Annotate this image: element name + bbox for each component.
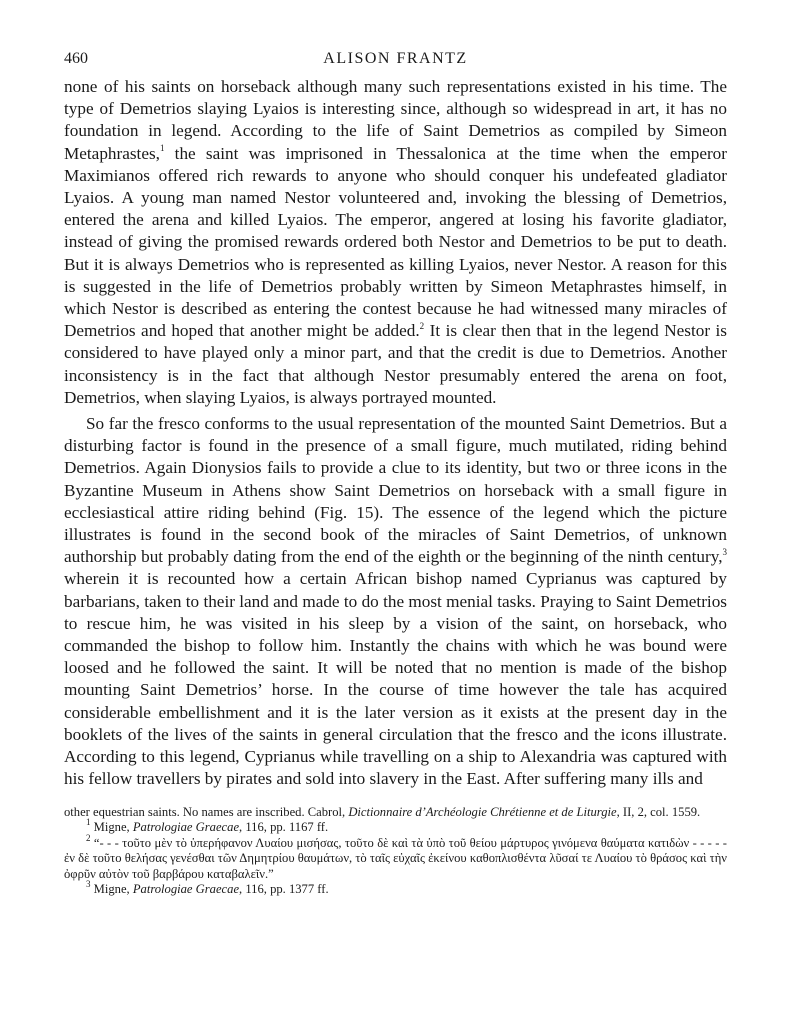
footnote-1-text-b: , 116, pp. 1167 ff. — [239, 820, 329, 835]
footnote-ref-2: 2 — [419, 320, 425, 331]
running-head — [64, 50, 727, 76]
footnote-continuation-title: Dictionnaire d’Archéologie Chrétienne et de Liturgie — [348, 804, 617, 819]
footnote-3 — [64, 879, 727, 898]
footnote-3-number: 3 — [86, 879, 91, 890]
paragraph-2-text-b: wherein it is recounted how a certain African bishop named Cyprianus was captured by barbarians, taken to their land and made to do the most menial tasks. Praying to Saint Demetrios to rescue him, he was visited in his sleep by a vision of the saint, on horseback, who commanded the bishop to follow him. Instantly the chains with which he was bound were loosed and he followed the saint. It will be noted that no mention is made of the bishop mounting Saint Demetrios’ horse. In the course of time however the tale has acquired considerable embellishment and it is the later version as it exists at the present day in the booklets of the lives of the saints in general circulation that the fresco and the icons illustrate. According to this legend, Cyprianus while travelling on a ship to Alexandria was captured with his fellow travellers by pirates and sold into slavery in the East. After suffering many ills and — [64, 569, 727, 789]
footnote-3-title: Patrologiae Graecae — [132, 882, 240, 897]
footnote-1-number: 1 — [86, 816, 91, 827]
footnote-continuation — [64, 805, 727, 821]
footnote-3-text-a: Migne, — [90, 882, 133, 897]
footnote-2-greek-text: “- - - τοῦτο μὲν τὸ ὑπερήφανον Λυαίου μισήσας, τοῦτο δὲ καὶ τὰ ὑπὸ τοῦ θείου μάρτυρος γινόμενα θαύματα κατιδὼν - - - - - ἐν δὲ τοῦτο θελήσας γενέσθαι τῶν Δημητρίου θαυμάτων, τὸ ταῖς εὐχαῖς ἐκείνου καθοπλισθέντα λῦσαί τε Λυαίου τὸ θράσος καὶ τὴν ὀφρῦν αὐτὸν τοῦ βαρβάρου καταβαλεῖν.” — [64, 835, 727, 881]
footnote-1-text-a: Migne, — [90, 820, 133, 835]
running-head-author: ALISON FRANTZ — [323, 50, 468, 67]
paragraph-1-text-b: the saint was imprisoned in Thessalonica at the time when the emperor Maximianos offered rich rewards to anyone who should conquer his undefeated gladiator Lyaios. A young man named Nestor volunteered and, invoking the blessing of Demetrios, entered the arena and killed Lyaios. The emperor, angered at losing his favorite gladiator, instead of giving the promised rewards ordered both Nestor and Demetrios to be put to death. But it is always Demetrios who is represented as killing Lyaios, never Nestor. A reason for this is suggested in the life of Demetrios probably written by Simeon Metaphrastes himself, in which Nestor is described as entering the contest because he had witnessed many miracles of Demetrios and hoped that another might be added. — [64, 143, 727, 341]
paragraph-2 — [64, 413, 727, 790]
footnote-3-text-b: , 116, pp. 1377 ff. — [239, 882, 329, 897]
footnote-2 — [64, 832, 727, 883]
footnote-ref-3: 3 — [722, 546, 727, 557]
footnote-1 — [64, 816, 727, 836]
footnote-continuation-text-b: , II, 2, col. 1559. — [616, 804, 701, 819]
paragraph-1 — [64, 76, 727, 409]
footnotes — [64, 805, 727, 899]
footnote-ref-1: 1 — [159, 142, 165, 153]
paragraph-1-text-a: none of his saints on horseback although many such representations existed in his time. The type of Demetrios slaying Lyaios is interesting since, although so widespread in art, it has no foundation in legend. According to the life of Saint Demetrios as compiled by Simeon Metaphrastes, — [64, 77, 727, 163]
page-number: 460 — [64, 50, 88, 67]
footnote-continuation-text-a: other equestrian saints. No names are inscribed. Cabrol, — [64, 804, 349, 819]
footnote-2-number: 2 — [86, 832, 91, 843]
body-text — [64, 76, 727, 791]
paragraph-2-text-a: So far the fresco conforms to the usual representation of the mounted Saint Demetrios. But a disturbing factor is found in the presence of a small figure, much mutilated, riding behind Demetrios. Again Dionysios fails to provide a clue to its identity, but two or three icons in the Byzantine Museum in Athens show Saint Demetrios on horseback with a small figure in ecclesiastical attire riding behind (Fig. 15). The essence of the legend which the picture illustrates is found in the second book of the miracles of Saint Demetrios, of unknown authorship but probably dating from the end of the eighth or the beginning of the ninth century, — [64, 414, 727, 567]
paragraph-1-text-c: It is clear then that in the legend Nestor is considered to have played only a minor part, and that the credit is due to Demetrios. Another inconsistency is in the fact that although Nestor presumably entered the arena on foot, Demetrios, when slaying Lyaios, is always portrayed mounted. — [64, 321, 727, 407]
page — [64, 50, 727, 898]
footnote-1-title: Patrologiae Graecae — [132, 820, 240, 835]
